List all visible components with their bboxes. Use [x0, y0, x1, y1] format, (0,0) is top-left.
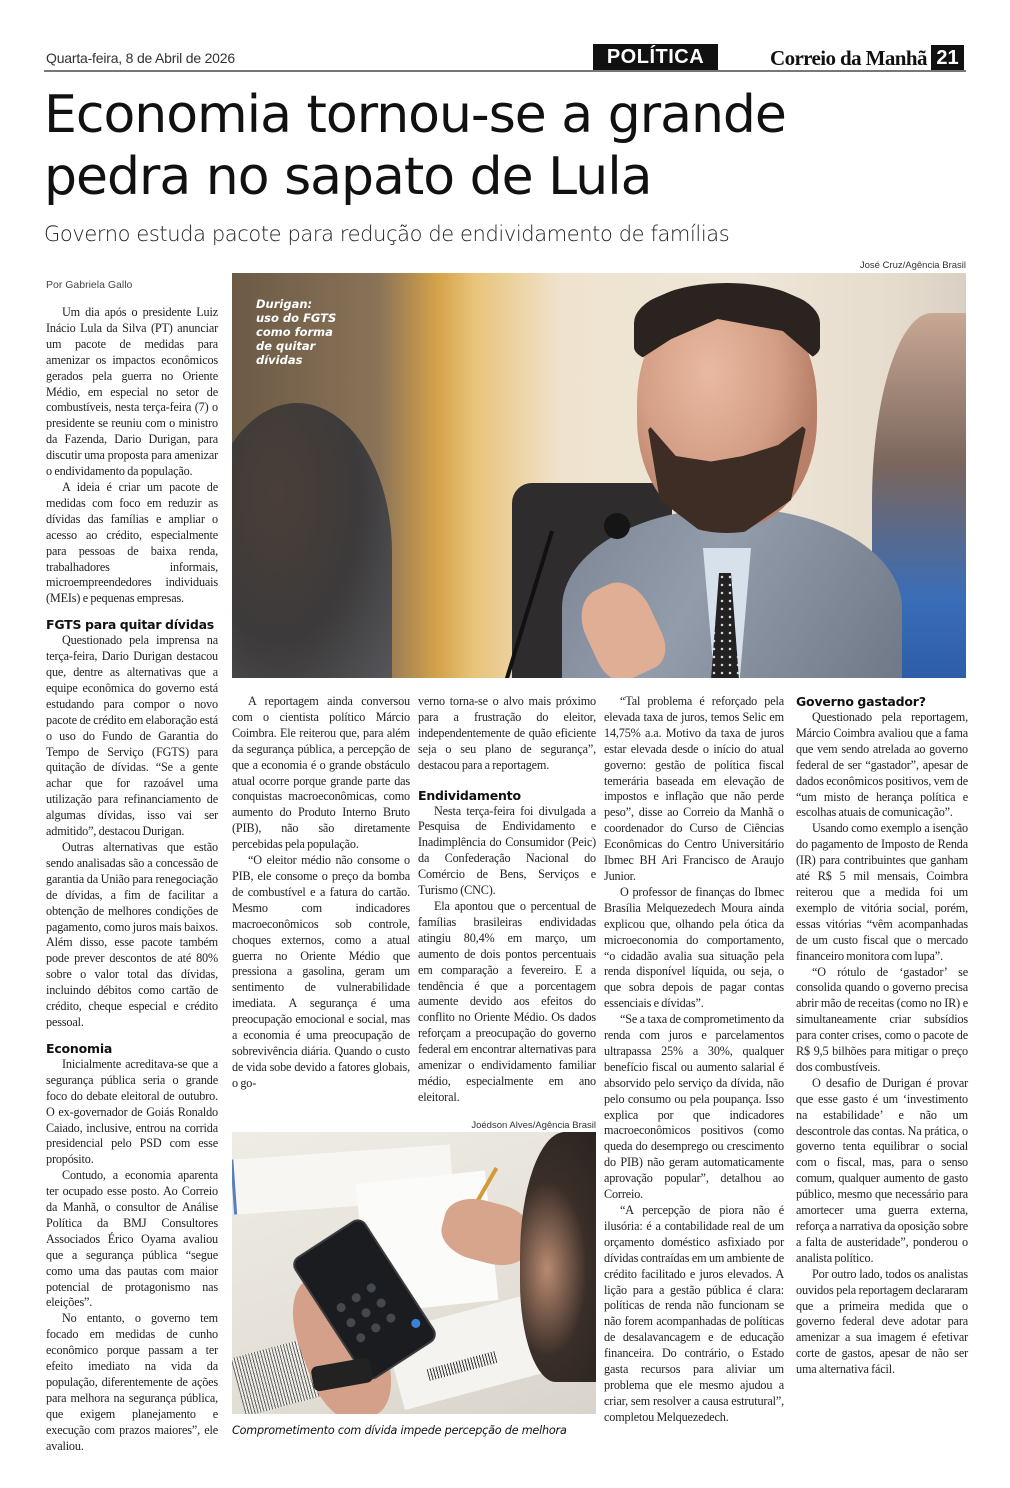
main-photo-caption: [256, 297, 366, 367]
keypad-key: [385, 1312, 397, 1324]
caption-line: uso do FGTS: [256, 311, 337, 325]
paragraph: Usando como exemplo a isenção do pagamento de Imposto de Renda (IR) para contribuintes que ganham até R$ 5 mil mensais, Coimbra reiterou que a medida foi um exemplo de vitória social, porém, essas vitórias “vêm acompanhadas de um custo fiscal que o mercado financeiro monitora com lupa”.: [796, 821, 968, 963]
article-column-1: [46, 305, 218, 1455]
subheading-fgts: FGTS para quitar dívidas: [46, 617, 215, 633]
subheading-governo-gastador: Governo gastador?: [796, 694, 926, 709]
article-column-4: [604, 694, 784, 1426]
second-photo-calculator: [232, 1132, 596, 1414]
paragraph: Nesta terça-feira foi divulgada a Pesquisa de Endividamento e Inadimplência do Consumidor (Peic) da Confederação Nacional do Comércio de Bens, Serviços e Turismo (CNC).: [418, 803, 596, 898]
microphone-icon: [604, 513, 630, 539]
caption-line: como forma: [256, 325, 333, 339]
keypad-key: [345, 1316, 357, 1328]
paragraph: Um dia após o presidente Luiz Inácio Lula da Silva (PT) anunciar um pacote de medidas para amenizar os impactos econômicos gerados pela guerra no Oriente Médio, em especial no setor de combustíveis, nesta terça-feira (7) o presidente se reuniu com o ministro da Fazenda, Dario Durigan, para discutir uma proposta para amenizar o endividamento da população.: [46, 305, 218, 479]
main-photo-credit: José Cruz/Agência Brasil: [859, 260, 966, 271]
second-photo-credit: Joédson Alves/Agência Brasil: [471, 1120, 596, 1131]
paragraph: “A percepção de piora não é ilusória: é a contabilidade real de um orçamento doméstico asfixiado por dívidas contraídas em um ambiente de crédito facilitado e juros elevados. A lição para a gestão pública é clara: políticas de renda não funcionam se não forem acompanhadas de políticas de desalavancagem e de educação financeira. Do contrário, o Estado gasta recursos para aliviar um problema que ele mesmo ajudou a criar, sem resolver a causa estrutural”, completou Melquezedech.: [604, 1203, 784, 1424]
section-label: POLÍTICA: [593, 44, 718, 70]
page-number: 21: [931, 45, 964, 71]
paragraph: Questionado pela imprensa na terça-feira, Dario Durigan destacou que, dentre as alternativas que a equipe econômica do governo está estudando para compor o novo pacote de crédito em elaboração está o uso do Fundo de Garantia do Tempo de Serviço (FGTS) para quitação de dívidas. “Se a gente achar que for razoável uma utilização para refinanciamento de algumas dívidas, isso vai ser admitido”, destacou Durigan.: [46, 633, 218, 839]
photo-person-head: [520, 1132, 596, 1382]
article-column-2: [232, 694, 410, 1092]
keypad-key: [375, 1297, 387, 1309]
headline-line-1: Economia tornou-se a grande: [44, 85, 786, 145]
byline: Por Gabriela Gallo: [46, 279, 133, 291]
paragraph: Contudo, a economia aparenta ter ocupado esse posto. Ao Correio da Manhã, o consultor de Análise Política da BMJ Consultores Associados Érico Oyama avaliou que a segurança pública “segue como uma das pautas com maior potencial de protagonismo nas eleições”.: [46, 1168, 218, 1310]
article-column-5: [796, 694, 968, 1378]
keypad-key: [360, 1307, 372, 1319]
keypad-key: [350, 1292, 362, 1304]
headline-line-2: pedra no sapato de Lula: [44, 147, 652, 207]
paragraph: Por outro lado, todos os analistas ouvidos pela reportagem declararam que a primeira medida que o governo federal deve adotar para amenizar a sua imagem é efetivar corte de gastos, apesar de não ser uma alternativa fácil.: [796, 1266, 968, 1377]
paragraph: “Se a taxa de comprometimento da renda com juros e parcelamentos ultrapassa 25% a 30%, qualquer benefício fiscal ou aumento salarial é absorvido pelo serviço da dívida, não pelo consumo ou pela poupança. Isso explica por que indicadores macroeconômicos positivos (como queda do desemprego ou crescimento do PIB) não geram automaticamente aprovação popular”, detalhou ao Correio.: [604, 1012, 784, 1202]
paragraph: Questionado pela reportagem, Márcio Coimbra avaliou que a fama que vem sendo atrelada ao governo federal de ser “gastador”, apesar de dados econômicos positivos, vem de “um misto de herança política e escolhas atuais de comunicação”.: [796, 710, 968, 820]
paragraph: A ideia é criar um pacote de medidas com foco em reduzir as dívidas das famílias e ampliar o acesso ao crédito, especialmente para pessoas de baixa renda, trabalhadores informais, microempreendedores individuais (MEIs) e pequenas empresas.: [46, 479, 218, 606]
caption-line: de quitar: [256, 339, 316, 353]
newspaper-masthead: Correio da Manhã: [770, 46, 927, 70]
subheading-economia: Economia: [46, 1040, 113, 1056]
issue-date: Quarta-feira, 8 de Abril de 2026: [46, 50, 235, 66]
keypad-key: [365, 1282, 377, 1294]
article-headline: [44, 84, 974, 208]
caption-line: Durigan:: [256, 297, 313, 311]
paragraph: verno torna-se o alvo mais próximo para a frustração do eleitor, independentemente de quão eficiente seja o seu plano de segurança”, destacou para a reportagem.: [418, 694, 596, 772]
paragraph: O professor de finanças do Ibmec Brasília Melquezedech Moura ainda explicou que, olhando pela ótica da microeconomia do comportamento, “o cidadão avalia sua situação pela renda disponível líquida, ou seja, o que sobra depois de pagar contas essenciais e dívidas”.: [604, 884, 784, 1011]
paragraph: “Tal problema é reforçado pela elevada taxa de juros, temos Selic em 14,75% a.a. Motivo da taxa de juros estar elevada desde o início do atual governo: gestão de política fiscal temerária baseada em elevação de impostos e inflação que não perde peso”, disse ao Correio da Manhã o coordenador do Curso de Ciências Econômicas do Centro Universitário Ibmec BH Ari Francisco de Araujo Junior.: [604, 694, 784, 883]
paragraph: Inicialmente acreditava-se que a segurança pública seria o grande foco do debate eleitoral de outubro. O ex-governador de Goiás Ronaldo Caiado, inclusive, entrou na corrida presidencial pelo PSD com esse propósito.: [46, 1056, 218, 1167]
header-divider: [44, 70, 966, 72]
second-photo-caption: Comprometimento com dívida impede percepção de melhora: [232, 1424, 567, 1437]
subheading-endividamento: Endividamento: [418, 787, 521, 803]
paragraph: Ela apontou que o percentual de famílias brasileiras endividadas atingiu 80,4% em março, um aumento de dois pontos percentuais em comparação a fevereiro. E a tendência é que a porcentagem aumente devido aos efeitos do conflito no Oriente Médio. Os dados reforçam a preocupação do governo federal em encontrar alternativas para amenizar o endividamento familiar médio, especialmente em ano eleitoral.: [418, 898, 596, 1104]
keypad-key: [354, 1332, 366, 1344]
paragraph: Outras alternativas que estão sendo analisadas são a concessão de garantia da União para renegociação de dívidas, a fim de facilitar a obtenção de melhores condições de pagamento, como juros mais baixos. Além disso, esse pacote também pode prever descontos de até 80% sobre o valor total das dívidas, incluindo débitos como cartão de crédito, cheque especial e crédito pessoal.: [46, 840, 218, 1029]
keypad-key: [335, 1301, 347, 1313]
article-column-3: [418, 694, 596, 1106]
caption-line: dívidas: [256, 353, 303, 367]
paragraph: “O eleitor médio não consome o PIB, ele consome o preço da bomba de combustível e a fatura do cartão. Mesmo com indicadores macroeconômicos sob controle, choques externos, como a atual guerra no Oriente Médio que pressiona a gasolina, geram um sentimento de vulnerabilidade imediata. A segurança é uma preocupação emocional e social, mas a economia é uma preocupação de sobrevivência diária. Quando o custo de vida sobe devido a fatores globais, o go-: [232, 853, 410, 1090]
paragraph: O desafio de Durigan é provar que esse gasto é um ‘investimento na estabilidade’ e não um descontrole das contas. Na prática, o governo tenta equilibrar o social com o fiscal, mas, para o senso comum, qualquer aumento de gasto público, mesmo que necessário para amortecer uma guerra externa, reforça a narrativa da oposição sobre a falta de austeridade”, ponderou o analista político.: [796, 1075, 968, 1265]
article-subheadline: Governo estuda pacote para redução de endividamento de famílias: [44, 222, 730, 246]
paragraph: No entanto, o governo tem focado em medidas de cunho econômico porque passam a ter efeito imediato na vida da população, diferentemente de ações para melhora na segurança pública, que exigem planejamento e execução com prazos maiores”, ele avaliou.: [46, 1311, 218, 1453]
keypad-equals-key: [410, 1317, 422, 1329]
keypad-key: [370, 1322, 382, 1334]
paragraph: “O rótulo de ‘gastador’ se consolida quando o governo precisa abrir mão de receitas (como no IR) e simultaneamente criar subsídios para conter crises, como o pacote de R$ 9,5 bilhões para mitigar o preço dos combustíveis.: [796, 964, 968, 1074]
paragraph: A reportagem ainda conversou com o cientista político Márcio Coimbra. Ele reiterou que, para além da segurança pública, a percepção de que a economia é o grande obstáculo atual ocorre porque grande parte das conquistas macroeconômicas, como aumento do Produto Interno Bruto (PIB), não são diretamente percebidas pela população.: [232, 694, 410, 852]
photo-background-person: [232, 403, 392, 678]
main-photo-durigan: [232, 273, 966, 678]
